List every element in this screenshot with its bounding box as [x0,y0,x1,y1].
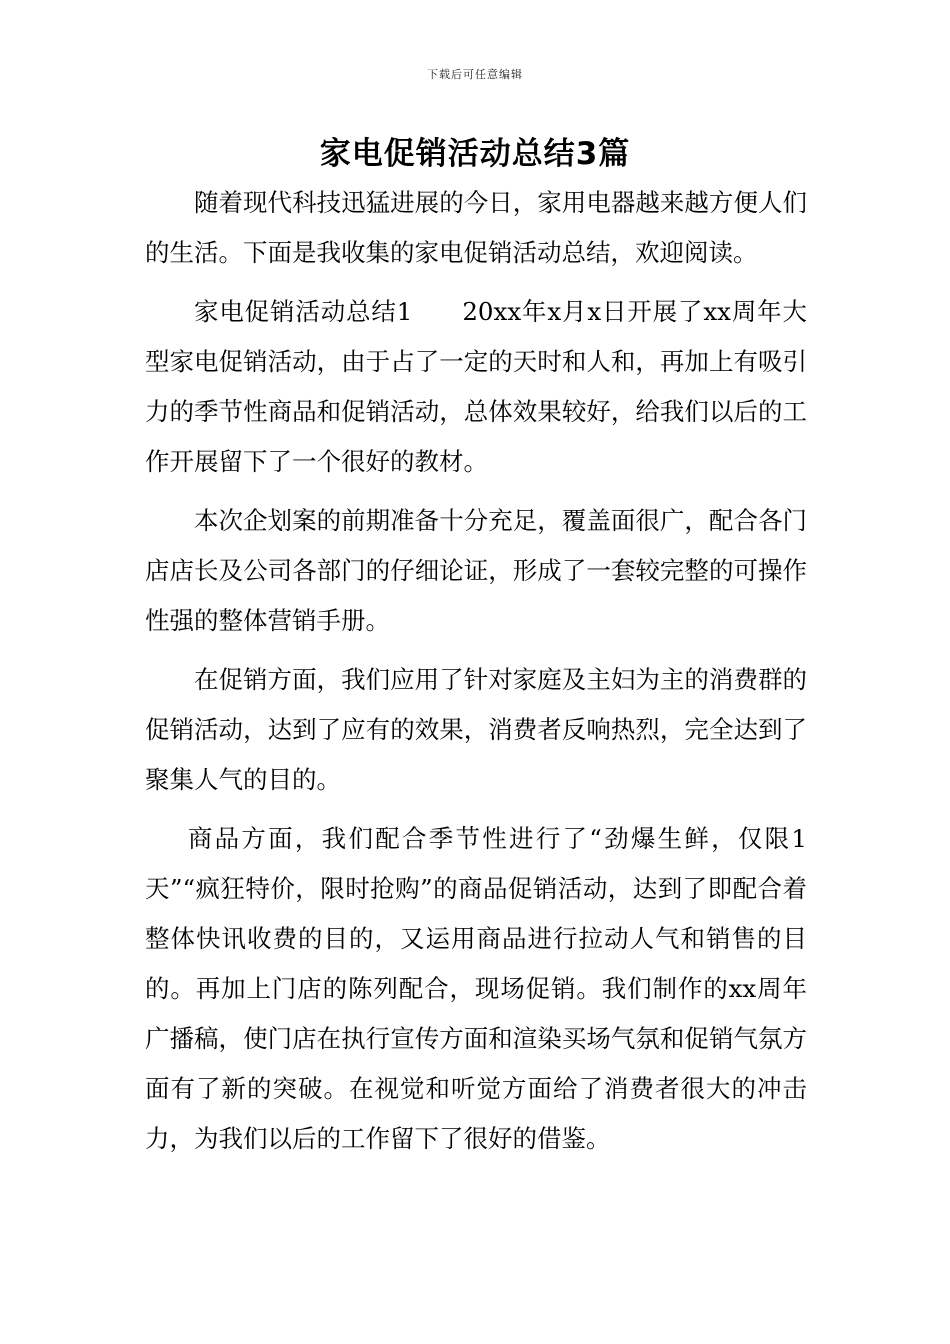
section1-heading: 家电促销活动总结1 [194,297,413,326]
document-body [145,178,807,1173]
intro-paragraph: 随着现代科技迅猛进展的今日，家用电器越来越方便人们的生活。下面是我收集的家电促销活动总结，欢迎阅读。 [145,188,807,267]
section1-text: 20xx年x月x日开展了xx周年大型家电促销活动，由于占了一定的天时和人和，再加上有吸引力的季节性商品和促销活动，总体效果较好，给我们以后的工作开展留下了一个很好的教材。 [145,297,808,476]
paragraph-promotion: 在促销方面，我们应用了针对家庭及主妇为主的消费群的促销活动，达到了应有的效果，消费者反响热烈，完全达到了聚集人气的目的。 [145,665,807,794]
document-title: 家电促销活动总结3篇 [319,136,631,172]
paragraph-merchandise: 商品方面，我们配合季节性进行了“劲爆生鲜，仅限1天”“疯狂特价，限时抢购”的商品促销活动，达到了即配合着整体快讯收费的目的，又运用商品进行拉动人气和销售的目的。再加上门店的陈列配合，现场促销。我们制作的xx周年广播稿，使门店在执行宣传方面和渲染买场气氛和促销气氛方面有了新的突破。在视觉和听觉方面给了消费者很大的冲击力，为我们以后的工作留下了很好的借鉴。 [145,824,807,1153]
section1-paragraph [145,287,807,487]
header-note: 下载后可任意编辑 [427,68,523,81]
paragraph-planning: 本次企划案的前期准备十分充足，覆盖面很广，配合各门店店长及公司各部门的仔细论证，形成了一套较完整的可操作性强的整体营销手册。 [145,506,807,635]
